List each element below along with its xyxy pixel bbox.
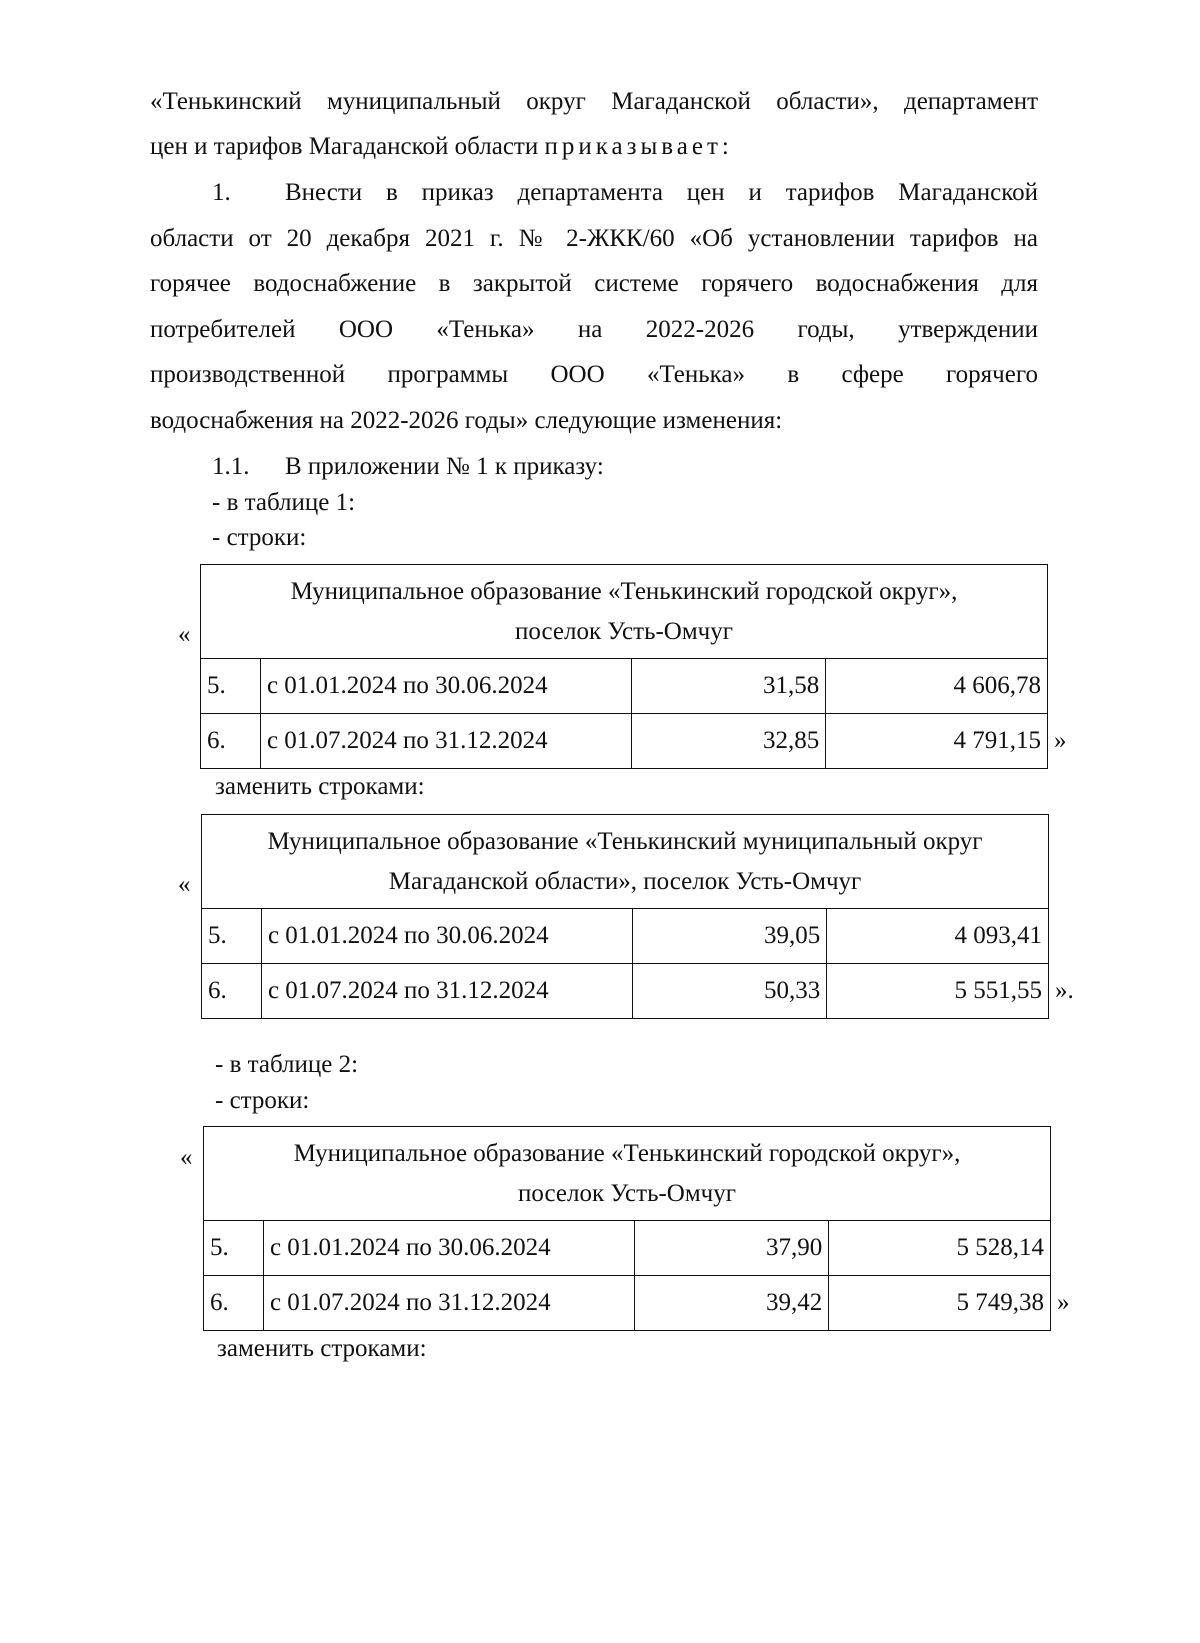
row-value-1: 50,33	[633, 964, 827, 1019]
open-quote-2: «	[178, 871, 191, 898]
close-quote-3: »	[1057, 1289, 1070, 1316]
table1-label: - в таблице 1:	[212, 489, 356, 516]
intro-line-1: «Тенькинский муниципальный округ Магаданской области», департамент	[150, 88, 1038, 115]
intro-line-2-order-word: приказывает:	[544, 133, 733, 160]
open-quote-1: «	[178, 621, 191, 648]
table-row	[202, 909, 1049, 964]
row-number: 5.	[204, 1221, 264, 1276]
item11-text: В приложении № 1 к приказу:	[285, 453, 604, 480]
item1-line-2: области от 20 декабря 2021 г. № 2-ЖКК/60 «Об установлении тарифов на	[150, 225, 1038, 252]
row-value-1: 37,90	[635, 1221, 829, 1276]
row-number: 5.	[201, 659, 261, 714]
item1-line-6: водоснабжения на 2022-2026 годы» следующие изменения:	[150, 407, 783, 434]
row-value-2: 5 749,38	[829, 1276, 1051, 1331]
row-number: 6.	[204, 1276, 264, 1331]
tariff-table-old-1	[200, 564, 1048, 769]
table-header-line-1: Муниципальное образование «Тенькинский городской округ»,	[293, 1139, 961, 1167]
table-header-line-2: поселок Усть-Омчуг	[514, 617, 734, 645]
row-value-1: 31,58	[632, 659, 826, 714]
row-period: с 01.07.2024 по 31.12.2024	[263, 1276, 635, 1331]
row-period: с 01.01.2024 по 30.06.2024	[261, 909, 633, 964]
row-number: 5.	[202, 909, 262, 964]
row-value-2: 5 528,14	[829, 1221, 1051, 1276]
row-value-1: 39,05	[633, 909, 827, 964]
table-row	[201, 659, 1048, 714]
table-header	[201, 565, 1048, 659]
item1-line-1: Внести в приказ департамента цен и тарифов Магаданской	[285, 179, 1038, 206]
tariff-table-old-2	[203, 1126, 1051, 1331]
table-header	[202, 815, 1049, 909]
row-value-1: 32,85	[632, 714, 826, 769]
close-quote-2: ».	[1055, 977, 1074, 1004]
table-row	[202, 964, 1049, 1019]
table-row	[204, 1221, 1051, 1276]
table-row	[204, 1276, 1051, 1331]
item1-line-4: потребителей ООО «Тенька» на 2022-2026 годы, утверждении	[150, 316, 1038, 343]
intro-line-2-text: цен и тарифов Магаданской области	[150, 133, 539, 160]
item1-line-3: горячее водоснабжение в закрытой системе горячего водоснабжения для	[150, 270, 1038, 297]
row-value-1: 39,42	[635, 1276, 829, 1331]
row-period: с 01.01.2024 по 30.06.2024	[260, 659, 632, 714]
rows-label-2: - строки:	[215, 1087, 310, 1114]
intro-line-2	[150, 132, 733, 162]
replace-label-1: заменить строками:	[215, 773, 425, 800]
row-value-2: 4 606,78	[826, 659, 1048, 714]
tariff-table-new-1	[201, 814, 1049, 1019]
row-period: с 01.07.2024 по 31.12.2024	[260, 714, 632, 769]
table-header-line-1: Муниципальное образование «Тенькинский муниципальный округ	[267, 827, 983, 855]
rows-label-1: - строки:	[212, 524, 307, 551]
table-row	[201, 714, 1048, 769]
open-quote-3: «	[180, 1144, 193, 1171]
row-value-2: 4 791,15	[826, 714, 1048, 769]
row-value-2: 5 551,55	[827, 964, 1049, 1019]
table-header-line-2: Магаданской области», поселок Усть-Омчуг	[388, 867, 862, 895]
table-header-line-1: Муниципальное образование «Тенькинский городской округ»,	[290, 577, 958, 605]
replace-label-2: заменить строками:	[217, 1335, 427, 1362]
table2-label: - в таблице 2:	[215, 1051, 359, 1078]
item11-number: 1.1.	[212, 453, 250, 480]
close-quote-1: »	[1054, 727, 1067, 754]
item1-number: 1.	[212, 179, 231, 206]
row-number: 6.	[202, 964, 262, 1019]
row-value-2: 4 093,41	[827, 909, 1049, 964]
item1-line-5: производственной программы ООО «Тенька» в сфере горячего	[150, 361, 1038, 388]
table-header	[204, 1127, 1051, 1221]
row-period: с 01.07.2024 по 31.12.2024	[261, 964, 633, 1019]
row-period: с 01.01.2024 по 30.06.2024	[263, 1221, 635, 1276]
table-header-line-2: поселок Усть-Омчуг	[517, 1179, 737, 1207]
row-number: 6.	[201, 714, 261, 769]
